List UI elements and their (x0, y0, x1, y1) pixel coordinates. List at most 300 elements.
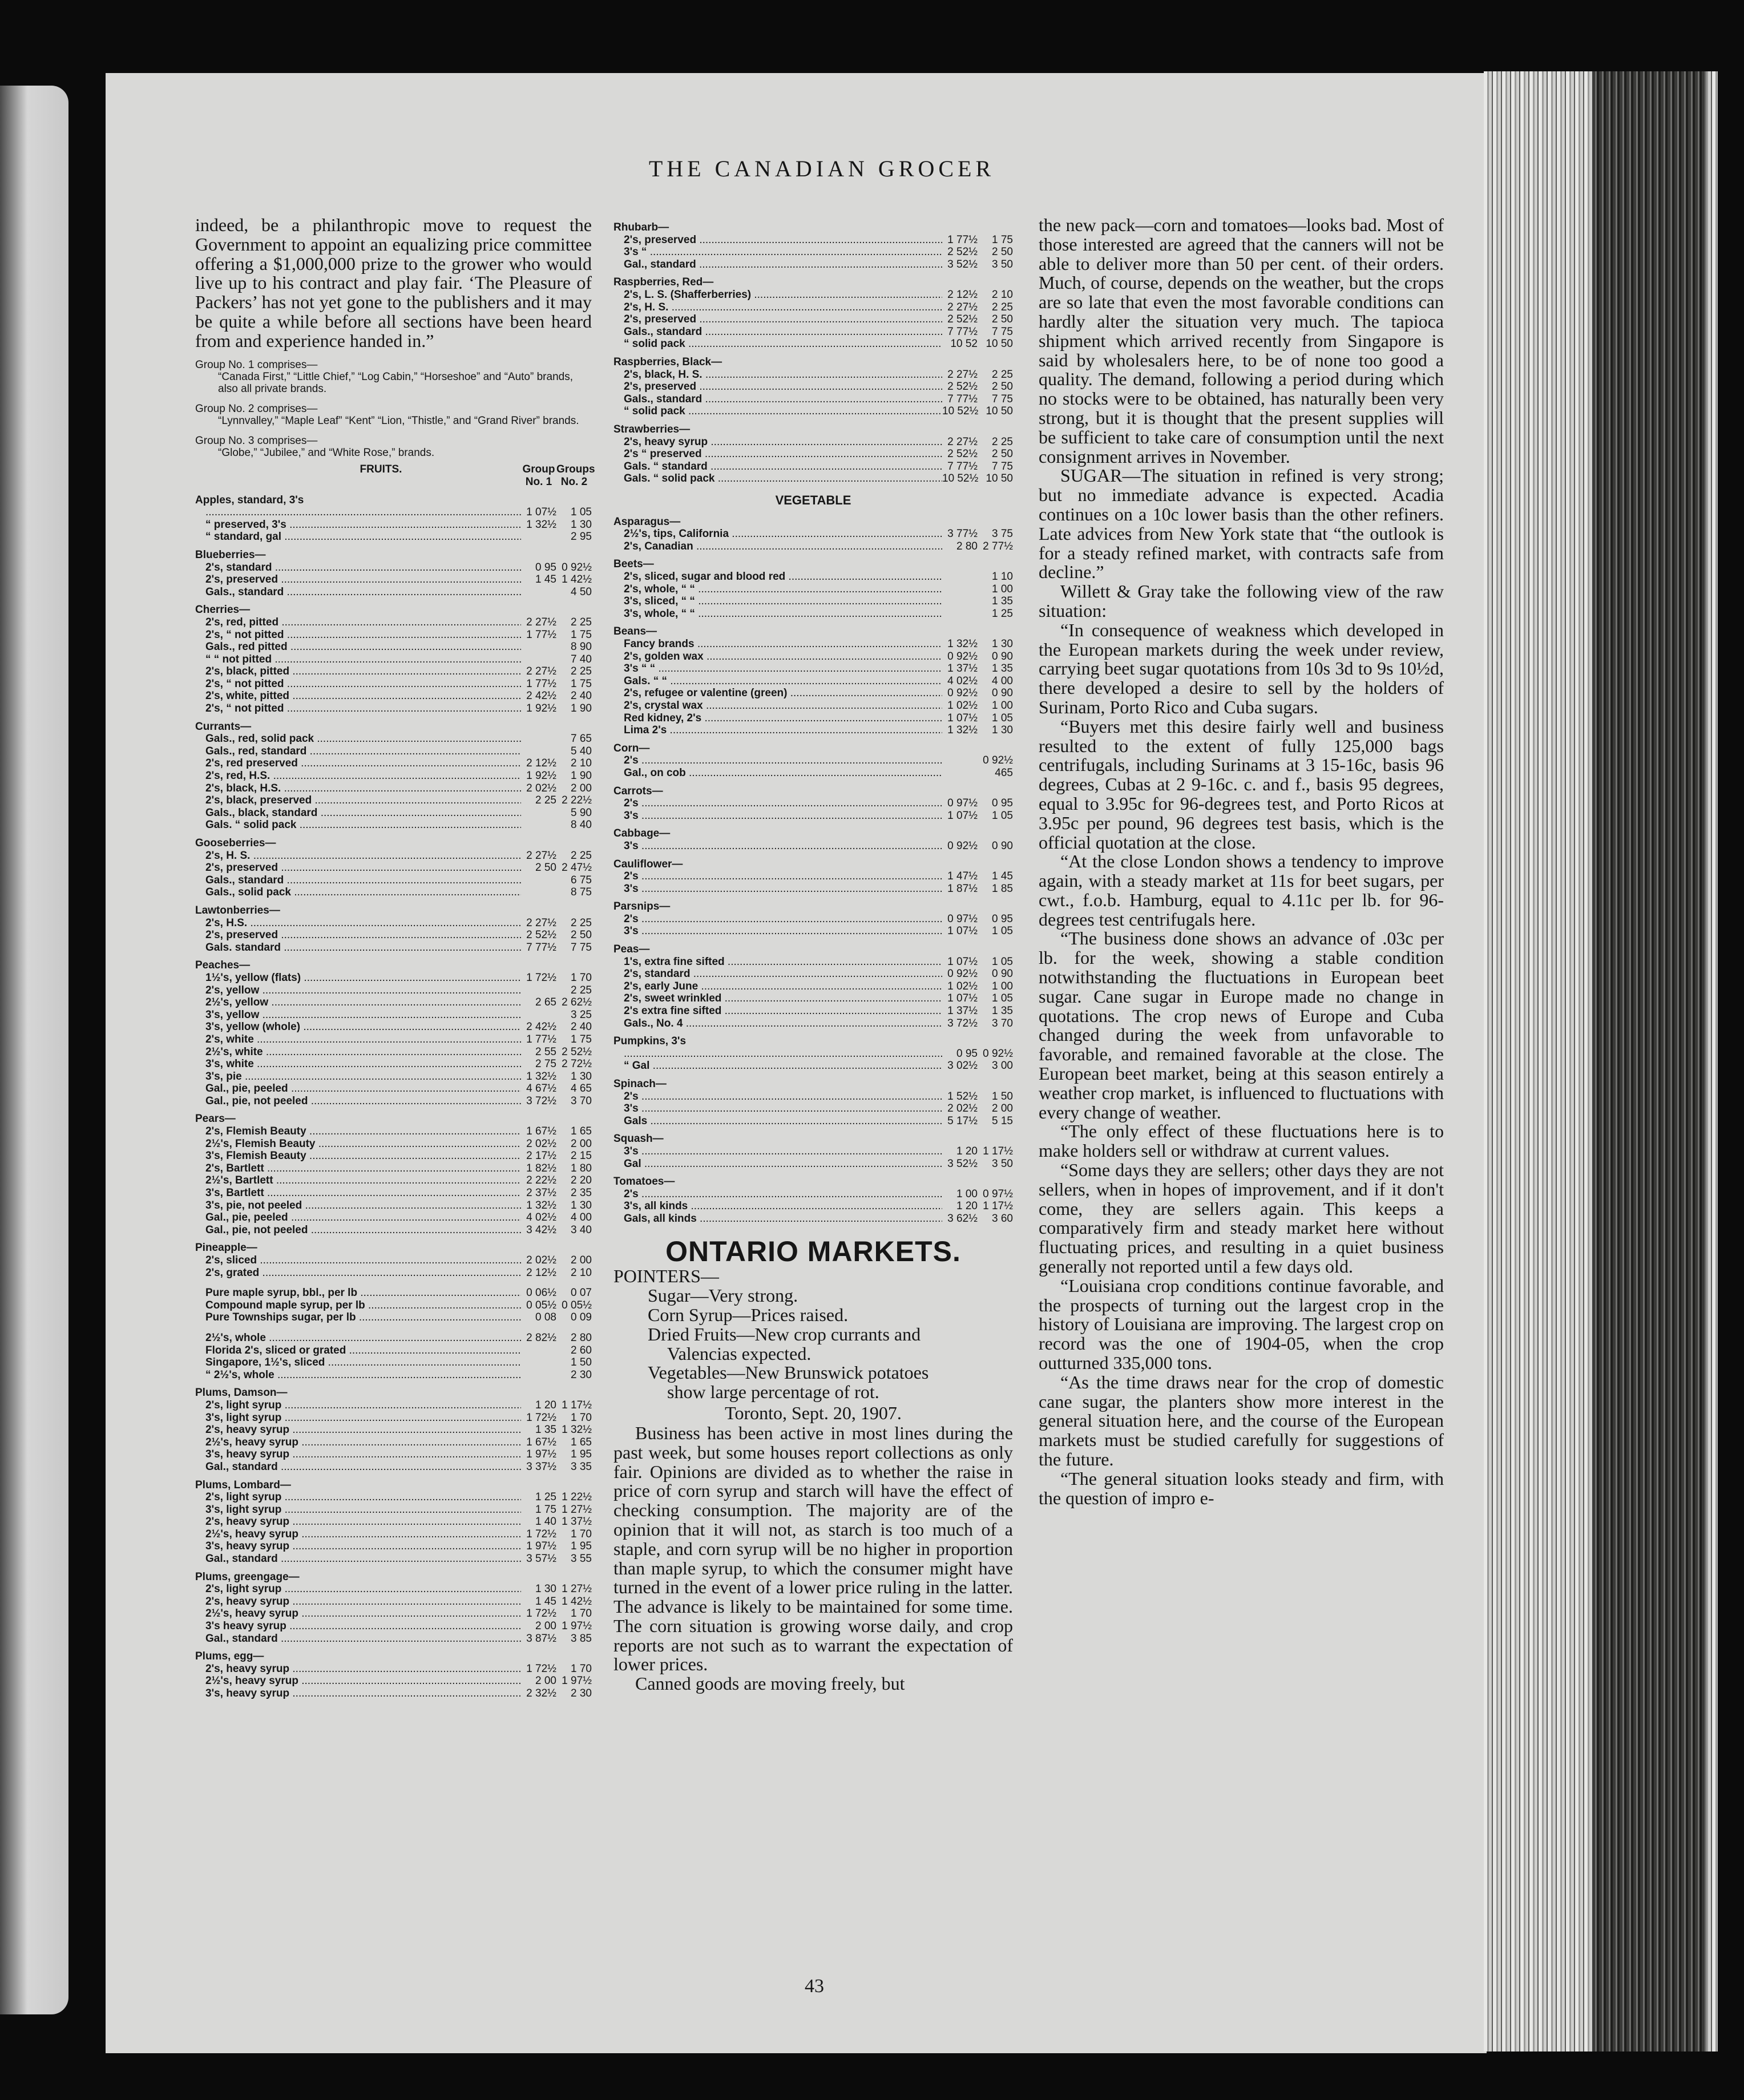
price-row (195, 531, 592, 543)
price-group2: 1 65 (571, 1125, 592, 1138)
item-name: “ Gal ..... (613, 1060, 942, 1072)
price-section-title: Strawberries— (613, 423, 691, 435)
price-group2: 6 75 (571, 874, 592, 886)
price-section-title: Asparagus— (613, 515, 681, 528)
price-group1: 2 32½ (526, 1687, 556, 1700)
price-row (195, 1540, 592, 1553)
item-name: Gals ..... (613, 1115, 942, 1128)
price-row (195, 586, 592, 599)
price-row (613, 448, 1013, 461)
price-group2: 10 50 (986, 405, 1013, 418)
price-row (613, 797, 1013, 810)
price-group2: 2 40 (571, 690, 592, 702)
item-name: 1's, extra fine sifted ..... (613, 956, 942, 968)
brand-group-text: “Canada First,” “Little Chief,” “Log Cabin,” “Horseshoe” and “Auto” brands, also all private brands. (218, 370, 573, 395)
item-name: 2½'s, heavy syrup ..... (195, 1675, 521, 1687)
price-group1: 1 32½ (526, 1199, 556, 1211)
item-name: 2's, heavy syrup ..... (195, 1516, 521, 1528)
price-row (195, 641, 592, 653)
price-group1: 2 02½ (526, 1254, 556, 1267)
price-group2: 8 75 (571, 886, 592, 899)
item-name: 2's, refugee or valentine (green) ..... (613, 687, 942, 700)
price-group1: 5 17½ (947, 1114, 978, 1127)
item-name: 2's, black, H. S. ..... (613, 369, 942, 381)
price-group2: 2 20 (571, 1174, 592, 1187)
price-row (195, 574, 592, 586)
price-group1: 1 00 (956, 1188, 978, 1200)
price-group2: 1 50 (992, 1090, 1013, 1102)
price-row (613, 980, 1013, 993)
price-group2: 1 70 (571, 971, 592, 984)
price-group1: 1 37½ (947, 1005, 978, 1017)
price-group2: 7 75 (992, 393, 1013, 405)
column-middle (613, 216, 1013, 1694)
item-name: 2's ..... (613, 797, 942, 810)
price-section-title: Plums, egg— (195, 1650, 264, 1663)
price-group1: 1 77½ (947, 233, 978, 246)
price-group1: 1 32½ (526, 518, 556, 531)
item-name: 3's, light syrup ..... (195, 1504, 521, 1516)
price-row (613, 472, 1013, 485)
item-name: 3's ..... (613, 840, 942, 853)
price-row (195, 886, 592, 899)
price-group2: 1 05 (992, 955, 1013, 968)
price-row (613, 767, 1013, 780)
price-group2: 2 47½ (562, 862, 592, 874)
item-name: Gal., pie, peeled ..... (195, 1211, 521, 1224)
price-section-title: Tomatoes— (613, 1176, 675, 1188)
price-group2: 0 90 (992, 650, 1013, 663)
price-row (613, 369, 1013, 381)
price-group1: 1 20 (956, 1145, 978, 1157)
price-row (613, 246, 1013, 259)
brand-group (195, 403, 592, 427)
column-right (1039, 216, 1444, 1508)
price-group1: 1 77½ (526, 1033, 556, 1045)
price-group1: 2 50 (535, 862, 556, 874)
item-name: 2's, “ not pitted ..... (195, 702, 521, 715)
price-group1: 2 65 (535, 996, 556, 1009)
price-group2: 1 42½ (562, 574, 592, 586)
price-section-title: Squash— (613, 1133, 664, 1145)
price-group1: 1 07½ (947, 955, 978, 968)
price-row (613, 1091, 1013, 1103)
brand-group-text: “Globe,” “Jubilee,” and “White Rose,” brands. (218, 446, 435, 459)
price-group2: 3 35 (571, 1460, 592, 1473)
price-group1: 2 52½ (947, 381, 978, 393)
price-group2: 2 25 (571, 616, 592, 628)
price-row (613, 583, 1013, 596)
price-group2: 2 25 (992, 301, 1013, 313)
price-row (613, 234, 1013, 247)
price-group2: 2 40 (571, 1021, 592, 1033)
price-group1: 3 77½ (947, 528, 978, 540)
item-name: 2's ..... (613, 870, 942, 883)
price-group1: 1 97½ (526, 1540, 556, 1553)
price-group2: 10 50 (986, 338, 1013, 350)
price-group1 (521, 819, 556, 831)
item-name: 2's, heavy syrup ..... (613, 436, 942, 449)
price-group1: 1 72½ (526, 1662, 556, 1675)
item-name: Gals., red pitted ..... (195, 641, 521, 653)
price-row (195, 690, 592, 702)
article-paragraph: “The business done shows an advance of .03c per lb. for the week, showing a stable condition notwithstanding the fluctuations in European beet sugar. Cane sugar in Europe made no change in quotations. The crop news of Europe and Cuba changed during the week from unfavorable to favorable, and remained favorable at the close. The European beet market, being at this season entirely a weather crop market, is influenced to fluctuations with every change of weather. (1039, 928, 1444, 1122)
price-row (195, 1344, 592, 1357)
item-name: 2's, “ not pitted ..... (195, 629, 521, 641)
price-section-title: Raspberries, Black— (613, 356, 722, 368)
price-row (195, 972, 592, 984)
price-row (195, 1553, 592, 1565)
price-row (195, 733, 592, 745)
item-name: 2's, crystal wax ..... (613, 700, 942, 712)
facing-page-edge (0, 86, 68, 2014)
price-group1 (521, 1369, 556, 1382)
price-group2: 3 70 (992, 1017, 1013, 1029)
price-group1 (942, 767, 978, 780)
price-group2: 2 72½ (562, 1058, 592, 1071)
item-name: Gals., No. 4 ..... (613, 1017, 942, 1030)
price-row (613, 663, 1013, 675)
price-group2: 2 15 (571, 1150, 592, 1162)
price-group2: 2 10 (571, 757, 592, 770)
price-group1: 1 25 (535, 1491, 556, 1504)
page-number: 43 (805, 1976, 824, 1997)
item-name: Gals., standard ..... (195, 874, 521, 887)
intro-paragraph (195, 216, 592, 351)
price-group2: 0 92½ (983, 754, 1013, 767)
price-row (195, 1071, 592, 1083)
price-row (613, 840, 1013, 853)
price-row (195, 1424, 592, 1436)
price-row (195, 1663, 592, 1675)
price-row (613, 1060, 1013, 1072)
item-name: 3's, pie ..... (195, 1071, 521, 1083)
item-name: 2's, Canadian ..... (613, 540, 942, 553)
price-group2: 4 00 (992, 675, 1013, 687)
price-group1: 2 22½ (526, 1174, 556, 1187)
price-group2: 1 70 (571, 1662, 592, 1675)
article-paragraph: the new pack—corn and tomatoes—looks bad. Most of those interested are agreed that the canners will not be able to deliver more than 50 per cent. of their orders. Much, of course, depends on the weather, but the crops are so late that even the most favorable conditions can hardly alter the situation very much. The tapioca shipment which arrived recently from Singapore is said by wholesalers here, to be of none too good a quality. The demand, following a period during which no stocks were to be obtained, has naturally been very strong, but it is thought that the present supplies will be sufficient to take care of consumption until the next consignment arrives in November. (1039, 215, 1444, 467)
price-group2: 1 37½ (562, 1516, 592, 1528)
price-group2: 2 50 (992, 381, 1013, 393)
price-group1: 1 02½ (947, 699, 978, 712)
price-row (613, 724, 1013, 737)
price-row (613, 289, 1013, 301)
price-row (613, 436, 1013, 449)
dateline: Toronto, Sept. 20, 1907. (725, 1402, 902, 1423)
price-group1: 2 52½ (947, 448, 978, 461)
article-paragraph: “At the close London shows a tendency to improve again, with a steady market at 11s for beet sugars, per cwt., f.o.b. Hamburg, equal to 4.11c per lb. for 96-degrees test centrifugals here. (1039, 851, 1444, 930)
price-section-title: Pears— (195, 1113, 236, 1125)
item-name: 2's, preserved ..... (195, 862, 521, 874)
item-name: 2's, red preserved ..... (195, 757, 521, 770)
price-group1: 2 12½ (526, 1266, 556, 1279)
price-group2: 7 75 (992, 325, 1013, 338)
price-group2: 2 62½ (562, 996, 592, 1009)
price-group2: 3 85 (571, 1632, 592, 1645)
price-section-title: Pineapple— (195, 1242, 257, 1254)
price-group1: 10 52 (950, 338, 978, 350)
price-row (195, 1491, 592, 1504)
item-name: Gals., standard ..... (613, 393, 942, 406)
price-row (195, 1516, 592, 1528)
price-row (195, 1633, 592, 1645)
price-group1: 2 17½ (526, 1150, 556, 1162)
item-name: “ “ not pitted ..... (195, 653, 521, 666)
price-group1: 4 02½ (947, 675, 978, 687)
price-row (195, 1608, 592, 1620)
price-group2: 1 05 (992, 925, 1013, 938)
item-name: 2's, early June ..... (613, 980, 942, 993)
item-name: 3's, heavy syrup ..... (195, 1448, 521, 1461)
item-name: 2's, sliced ..... (195, 1254, 521, 1267)
price-group2: 2 22½ (562, 794, 592, 807)
item-name: 2's, Bartlett ..... (195, 1162, 521, 1175)
price-group1: 0 97½ (947, 912, 978, 925)
ontario-markets-title: ONTARIO MARKETS. (665, 1235, 961, 1267)
price-group1: 3 52½ (947, 258, 978, 270)
price-group1 (521, 733, 556, 745)
item-name: 3's, yellow ..... (195, 1009, 521, 1021)
price-group2: 1 22½ (562, 1491, 592, 1504)
item-name: Gals., red, standard ..... (195, 745, 521, 758)
price-group2: 2 30 (571, 1368, 592, 1381)
price-row (613, 381, 1013, 393)
price-group2: 1 42½ (562, 1595, 592, 1608)
price-group1 (942, 754, 978, 767)
price-group1: 3 72½ (526, 1095, 556, 1107)
price-row (195, 745, 592, 758)
price-row (613, 595, 1013, 608)
item-name: 3's, sliced, “ “ ..... (613, 595, 942, 608)
price-group2: 3 25 (571, 1008, 592, 1021)
price-row (613, 1188, 1013, 1201)
price-group2: 3 00 (992, 1060, 1013, 1072)
price-row (613, 1158, 1013, 1170)
price-group2: 1 90 (571, 770, 592, 782)
price-row (613, 326, 1013, 338)
price-group2: 2 95 (571, 531, 592, 543)
item-name: 2's, H. S. ..... (613, 301, 942, 314)
price-row (613, 913, 1013, 926)
price-section-title: Blueberries— (195, 548, 266, 561)
price-row (195, 1369, 592, 1382)
brand-group-title: Group No. 3 comprises— (195, 434, 318, 447)
item-name: 3's ..... (613, 1145, 942, 1158)
item-name: 3's, pie, not peeled ..... (195, 1200, 521, 1212)
item-name: 3's ..... (613, 1102, 942, 1115)
price-group1: 4 02½ (526, 1211, 556, 1224)
price-group1: 7 77½ (947, 460, 978, 472)
price-section-title: Currants— (195, 720, 252, 733)
price-group2: 2 00 (571, 782, 592, 794)
price-row (195, 1150, 592, 1162)
price-row (613, 700, 1013, 712)
page-header: THE CANADIAN GROCER (648, 156, 995, 181)
vegetable-price-table (613, 516, 1013, 1225)
price-section-title: Cabbage— (613, 827, 671, 840)
price-section-title: Rhubarb— (613, 221, 669, 233)
price-group2: 1 30 (571, 518, 592, 531)
price-group1: 1 72½ (526, 971, 556, 984)
price-row (613, 528, 1013, 540)
item-name: Gals. “ standard ..... (613, 461, 942, 473)
article-paragraph: Willett & Gray take the following view of the raw situation: (1039, 581, 1444, 621)
item-name: 2's, “ not pitted ..... (195, 678, 521, 690)
price-row (195, 1254, 592, 1267)
price-group1: 0 92½ (947, 968, 978, 980)
price-group2: 1 00 (992, 980, 1013, 992)
item-name: Gal., standard ..... (613, 259, 942, 271)
price-group1: 2 42½ (526, 690, 556, 702)
item-name: 3's, heavy syrup ..... (195, 1687, 521, 1700)
price-group2: 2 25 (571, 849, 592, 862)
price-row (613, 393, 1013, 406)
price-group1: 1 45 (535, 1595, 556, 1608)
item-name: 3's, yellow (whole) ..... (195, 1021, 521, 1033)
price-group2: 1 75 (571, 1033, 592, 1045)
item-name: 2's, light syrup ..... (195, 1583, 521, 1596)
price-row (195, 562, 592, 574)
price-group1: 1 02½ (947, 980, 978, 992)
price-group1 (942, 608, 978, 620)
price-group1 (521, 1344, 556, 1357)
price-row (195, 1162, 592, 1175)
price-group1: 2 02½ (526, 1137, 556, 1150)
item-name: 3's ..... (613, 810, 942, 822)
price-row (195, 1083, 592, 1095)
price-row (195, 1675, 592, 1687)
brand-group-text: “Lynnvalley,” “Maple Leaf” “Kent” “Lion, “Thistle,” and “Grand River” brands. (218, 414, 579, 427)
item-name: 1½'s, yellow (flats) ..... (195, 972, 521, 984)
article-paragraph: SUGAR—The situation in refined is very strong; but no immediate advance is expected. Acadia continues on a 10c lower basis than the other refiners. Late advices from New York state that “the outlook is for a steady refined market, with contracts safe from decline.” (1039, 465, 1444, 583)
price-group1: 1 47½ (947, 870, 978, 883)
pointers-title: POINTERS— (613, 1266, 719, 1287)
price-group2: 8 40 (571, 819, 592, 831)
price-group2: 0 92½ (983, 1047, 1013, 1060)
item-name: 2½'s, heavy syrup ..... (195, 1528, 521, 1541)
price-row (195, 850, 592, 862)
price-row (613, 338, 1013, 350)
price-group2: 7 75 (571, 941, 592, 954)
price-group2: 465 (995, 766, 1013, 779)
price-group2: 4 00 (571, 1211, 592, 1224)
price-group2: 1 35 (992, 1005, 1013, 1017)
price-group2: 7 40 (571, 653, 592, 665)
item-name: 2½'s, whole ..... (195, 1332, 521, 1344)
price-group1: 1 07½ (947, 712, 978, 724)
price-group2: 2 50 (992, 313, 1013, 326)
item-name: Gals., standard ..... (195, 586, 521, 599)
price-row (195, 1504, 592, 1516)
column-left (195, 215, 595, 1700)
price-group1 (521, 745, 556, 758)
price-row (613, 712, 1013, 725)
price-row (195, 1046, 592, 1059)
item-name: 2's, sweet wrinkled ..... (613, 992, 942, 1005)
item-name: Pure Townships sugar, per lb ..... (195, 1311, 521, 1324)
price-group2: 4 50 (571, 585, 592, 598)
item-name: Lima 2's ..... (613, 724, 942, 737)
price-row (613, 571, 1013, 583)
price-group1: 1 35 (535, 1424, 556, 1436)
price-group2: 3 60 (992, 1212, 1013, 1225)
item-name: 2½'s, heavy syrup ..... (195, 1608, 521, 1620)
price-group2: 1 75 (571, 628, 592, 641)
item-name: 2's ..... (613, 913, 942, 926)
price-group1: 2 12½ (947, 288, 978, 301)
item-name: “ solid pack ..... (613, 338, 942, 350)
price-section-title: Spinach— (613, 1078, 667, 1091)
price-group1: 2 27½ (947, 301, 978, 313)
item-name: 2's, L. S. (Shafferberries) ..... (613, 289, 942, 301)
price-group1: 2 02½ (947, 1102, 978, 1115)
price-row (613, 1200, 1013, 1213)
price-row (195, 984, 592, 997)
price-section-title: Lawtonberries— (195, 904, 280, 916)
price-row (195, 874, 592, 887)
item-name: 3's “ “ ..... (613, 663, 942, 675)
price-row (195, 1211, 592, 1224)
price-row (613, 301, 1013, 314)
price-row (195, 519, 592, 531)
price-group2: 2 00 (571, 1254, 592, 1267)
brand-group (195, 359, 592, 395)
price-group2: 1 05 (992, 712, 1013, 724)
price-group2: 1 00 (992, 583, 1013, 595)
price-row (613, 259, 1013, 271)
price-row (613, 1115, 1013, 1128)
price-group1 (521, 1356, 556, 1369)
price-group1: 1 20 (535, 1399, 556, 1411)
price-row (195, 1311, 592, 1324)
price-row (195, 942, 592, 954)
price-section-title: Raspberries, Red— (613, 276, 714, 289)
item-name: 3's, Flemish Beauty ..... (195, 1150, 521, 1162)
price-group1: 3 02½ (947, 1060, 978, 1072)
price-group1: 2 52½ (947, 313, 978, 326)
item-name: Gal., standard ..... (195, 1553, 521, 1565)
price-group2: 1 85 (992, 882, 1013, 895)
price-group1 (942, 595, 978, 608)
pointer-line: show large percentage of rot. (667, 1382, 879, 1403)
price-group1: 7 77½ (947, 325, 978, 338)
price-group2: 2 25 (571, 984, 592, 996)
item-name: Gal., pie, not peeled ..... (195, 1224, 521, 1237)
price-group1 (521, 586, 556, 599)
price-row (613, 405, 1013, 418)
pointer-line: Sugar—Very strong. (648, 1285, 798, 1306)
price-row (613, 870, 1013, 883)
price-row (613, 1102, 1013, 1115)
price-group1: 2 02½ (526, 782, 556, 794)
price-group2: 0 05½ (562, 1299, 592, 1311)
price-group2: 4 65 (571, 1083, 592, 1095)
item-name: Gals. “ solid pack ..... (613, 472, 942, 485)
price-group2: 1 50 (571, 1356, 592, 1369)
price-group1 (521, 874, 556, 887)
price-section-title: Beans— (613, 625, 657, 638)
price-group1: 1 72½ (526, 1528, 556, 1540)
price-row (613, 968, 1013, 980)
price-group2: 3 55 (571, 1553, 592, 1565)
item-name: 2's “ preserved ..... (613, 448, 942, 461)
section-spacer (195, 1279, 592, 1287)
price-group1: 0 92½ (947, 687, 978, 700)
price-row (613, 754, 1013, 767)
group1-heading: Group No. 1 (522, 463, 555, 488)
item-name: “ preserved, 3's ..... (195, 519, 521, 531)
